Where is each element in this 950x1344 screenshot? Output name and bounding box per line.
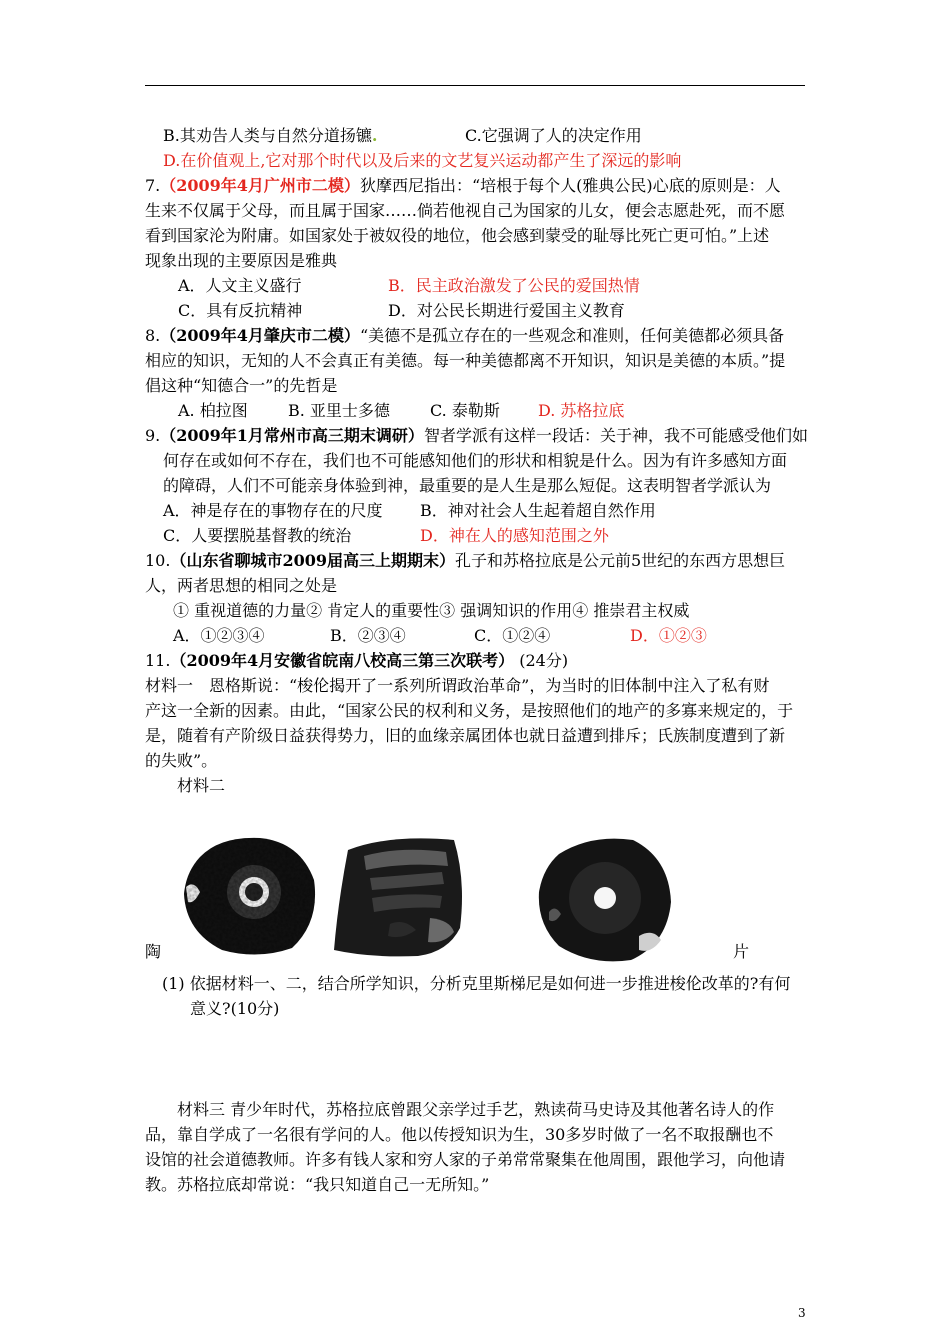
q11-sub1-line-2: 意义?(10分) bbox=[190, 999, 280, 1018]
q10-line-3: ① 重视道德的力量② 肯定人的重要性③ 强调知识的作用④ 推崇君主权威 bbox=[173, 601, 690, 620]
q6-option-c: C.它强调了人的决定作用 bbox=[465, 126, 642, 145]
q6-option-b: B.其劝告人类与自然分道扬镳. bbox=[163, 126, 378, 145]
q6-option-d-answer: D.在价值观上,它对那个时代以及后来的文艺复兴运动都产生了深远的影响 bbox=[163, 151, 682, 170]
q11-image-caption-right: 片 bbox=[733, 942, 750, 961]
q8-line-1: 8.（2009年4月肇庆市二模）“美德不是孤立存在的一些观念和准则，任何美德都必须具备 bbox=[145, 326, 785, 345]
q7-line-1: 7.（2009年4月广州市二模）狄摩西尼指出：“培根于每个人(雅典公民)心底的原则是：人 bbox=[145, 176, 781, 195]
q7-line-3: 看到国家沦为附庸。如国家处于被奴役的地位，他会感到蒙受的耻辱比死亡更可怕。”上述 bbox=[145, 226, 770, 245]
q8-option-d-answer: D. 苏格拉底 bbox=[538, 401, 625, 420]
q11-image-caption-left: 陶 bbox=[145, 942, 162, 961]
q8-line-3: 倡这种“知德合一”的先哲是 bbox=[145, 376, 338, 395]
q11-material3-line-1: 材料三 青少年时代，苏格拉底曾跟父亲学过手艺，熟读荷马史诗及其他著名诗人的作 bbox=[177, 1100, 775, 1119]
pottery-disc-image-right bbox=[535, 832, 675, 966]
q11-material1-line-2: 产这一全新的因素。由此，“国家公民的权利和义务，是按照他们的地产的多寡来规定的，于 bbox=[145, 701, 794, 720]
q8-option-b: B. 亚里士多德 bbox=[288, 401, 390, 420]
q8-line-2: 相应的知识，无知的人不会真正有美德。每一种美德都离不开知识，知识是美德的本质。”提 bbox=[145, 351, 786, 370]
q10-line-1: 10.（山东省聊城市2009届高三上期期末）孔子和苏格拉底是公元前5世纪的东西方思想巨 bbox=[145, 551, 786, 570]
q10-option-b: B．②③④ bbox=[330, 626, 406, 645]
q9-option-a: A．神是存在的事物存在的尺度 bbox=[163, 501, 383, 520]
q7-option-a: A．人文主义盛行 bbox=[178, 276, 302, 295]
q7-option-c: C．具有反抗精神 bbox=[178, 301, 303, 320]
header-rule bbox=[145, 85, 805, 86]
pottery-shard-image-center bbox=[330, 832, 470, 960]
q10-line-2: 人，两者思想的相同之处是 bbox=[145, 576, 338, 595]
q9-option-d-answer: D．神在人的感知范围之外 bbox=[420, 526, 609, 545]
q8-option-a: A. 柏拉图 bbox=[178, 401, 248, 420]
q7-option-d: D．对公民长期进行爱国主义教育 bbox=[388, 301, 625, 320]
q7-option-b-answer: B．民主政治激发了公民的爱国热情 bbox=[388, 276, 640, 295]
q10-option-a: A．①②③④ bbox=[173, 626, 265, 645]
q9-option-b: B．神对社会人生起着超自然作用 bbox=[420, 501, 656, 520]
q11-material1-line-3: 是，随着有产阶级日益获得势力，旧的血缘亲属团体也就日益遭到排斥；氏族制度遭到了新 bbox=[145, 726, 786, 745]
q10-option-c: C．①②④ bbox=[474, 626, 551, 645]
page-number: 3 bbox=[798, 1306, 806, 1320]
q11-header: 11.（2009年4月安徽省皖南八校高三第三次联考） (24分) bbox=[145, 651, 569, 670]
q9-line-3: 的障碍，人们不可能亲身体验到神，最重要的是人生是那么短促。这表明智者学派认为 bbox=[163, 476, 772, 495]
q11-material2-label: 材料二 bbox=[177, 776, 226, 795]
pottery-disc-image-left bbox=[180, 832, 320, 958]
q9-line-1: 9.（2009年1月常州市高三期末调研）智者学派有这样一段话：关于神，我不可能感受他们如 bbox=[145, 426, 808, 445]
q11-sub1-line-1: (1) 依据材料一、二，结合所学知识，分析克里斯梯尼是如何进一步推进梭伦改革的?有何 bbox=[162, 974, 791, 993]
q7-line-2: 生来不仅属于父母，而且属于国家……倘若他视自己为国家的儿女，便会志愿赴死，而不愿 bbox=[145, 201, 786, 220]
q7-line-4: 现象出现的主要原因是雅典 bbox=[145, 251, 338, 270]
q10-option-d-answer: D．①②③ bbox=[630, 626, 707, 645]
q11-material1-line-4: 的失败”。 bbox=[145, 751, 218, 770]
q9-option-c: C．人要摆脱基督教的统治 bbox=[163, 526, 352, 545]
q11-material3-line-2: 品，靠自学成了一名很有学问的人。他以传授知识为生，30多岁时做了一名不取报酬也不 bbox=[145, 1125, 774, 1144]
q11-material3-line-3: 设馆的社会道德教师。许多有钱人家和穷人家的子弟常常聚集在他周围，跟他学习，向他请 bbox=[145, 1150, 786, 1169]
q9-line-2: 何存在或如何不存在，我们也不可能感知他们的形状和相貌是什么。因为有许多感知方面 bbox=[163, 451, 788, 470]
q11-material3-line-4: 教。苏格拉底却常说：“我只知道自己一无所知。” bbox=[145, 1175, 490, 1194]
q8-option-c: C. 泰勒斯 bbox=[430, 401, 500, 420]
q11-material1-line-1: 材料一 恩格斯说：“梭伦揭开了一系列所谓政治革命”，为当时的旧体制中注入了私有财 bbox=[145, 676, 770, 695]
